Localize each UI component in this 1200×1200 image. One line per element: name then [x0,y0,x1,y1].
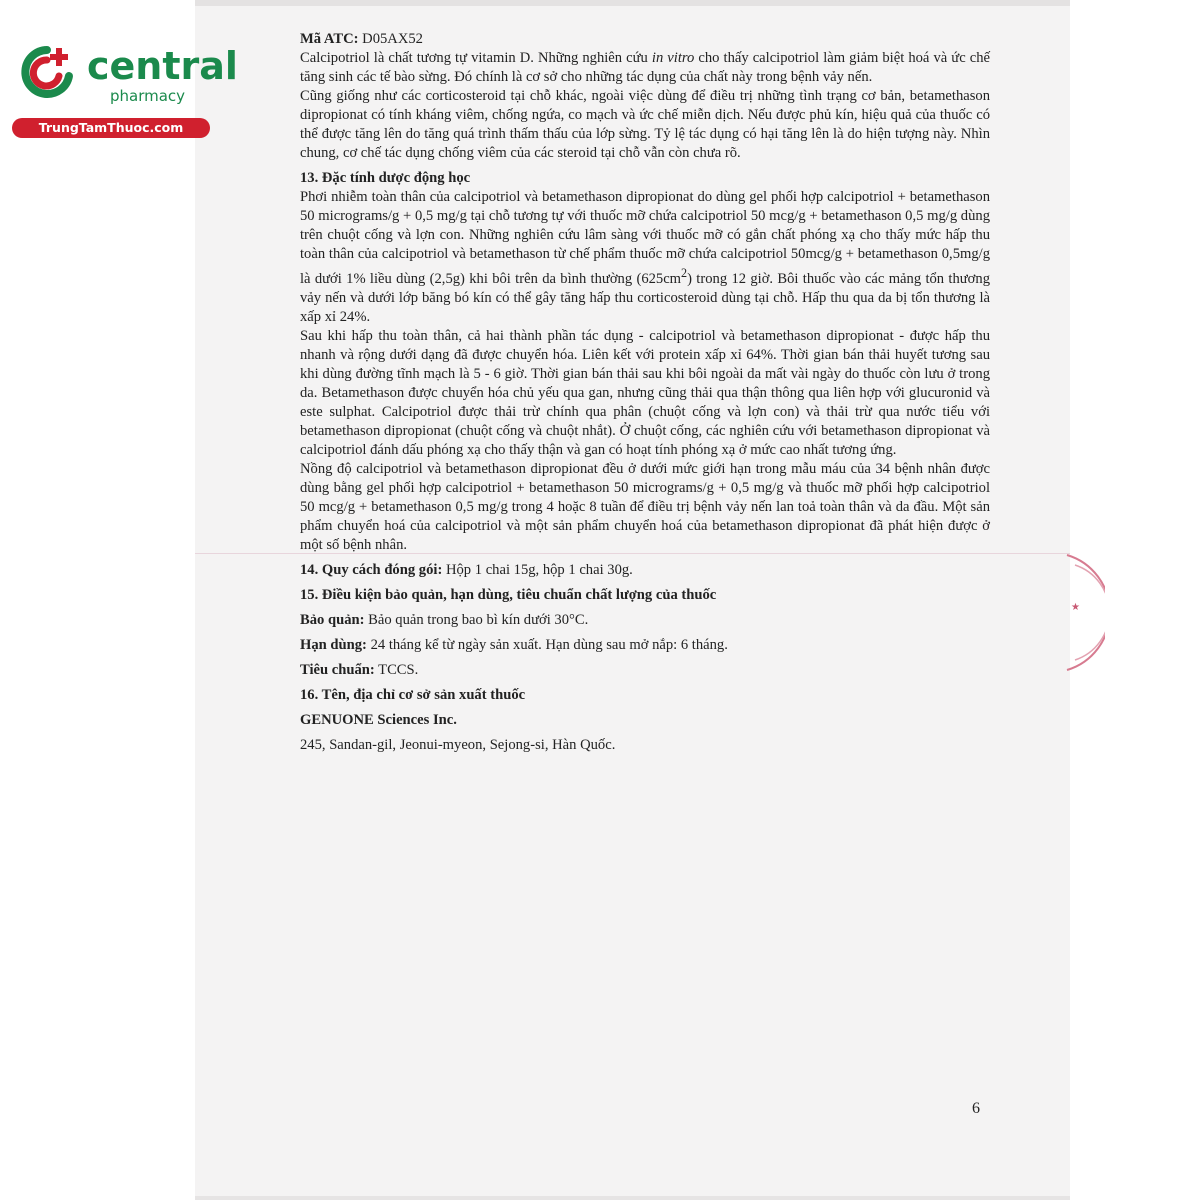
standard-line [300,661,990,680]
standard-text: TCCS. [374,661,419,678]
page-number: 6 [972,1100,980,1117]
section-14-line [300,561,990,580]
expiry-text: 24 tháng kể từ ngày sản xuất. Hạn dùng sau mở nắp: 6 tháng. [366,636,728,653]
p1-text-b: cho thấy calcipotriol làm giảm biệt hoá và ức chế tăng sinh các tế bào sừng. Đó chính là cơ sở cho những tác dụng của chất này trong bệnh vảy nến. [300,50,990,85]
storage-text: Bảo quản trong bao bì kín dưới 30°C. [364,611,589,628]
document-body [300,30,990,755]
section-13-title: 13. Đặc tính dược động học [300,170,471,186]
p1-text-a: Calcipotriol là chất tương tự vitamin D. Những nghiên cứu [300,50,652,66]
p1-emphasis: in vitro [651,50,695,66]
central-pharmacy-logo [12,38,238,138]
atc-line [300,30,990,49]
atc-label: Mã ATC: [300,31,359,47]
section-13-paragraph-3: Nồng độ calcipotriol và betamethason dipropionat đều ở dưới mức giới hạn trong mẫu máu của 34 bệnh nhân được dùng bằng gel phối hợp calcipotriol + betamethason 50 micrograms/g + 0,5 mg/g và thuốc mỡ phối hợp calcipotriol 50 mcg/g + betamethason 0,5 mg/g trong 4 hoặc 8 tuần để điều trị bệnh vảy nến lan toả toàn thân và da đầu. Một sản phẩm chuyển hoá của calcipotriol và một sản phẩm chuyển hoá của betamethason dipropionat đã phát hiện được ở một số bệnh nhân. [300,460,990,553]
scan-edge-top [195,0,1070,6]
partial-stamp-seal [1065,550,1105,675]
pharmacy-cross-icon [12,38,82,108]
section-14-text: Hộp 1 chai 15g, hộp 1 chai 30g. [442,561,633,578]
manufacturer-name: GENUONE Sciences Inc. [300,711,457,728]
section-14-label: 14. Quy cách đóng gói: [300,561,443,578]
expiry-line [300,636,990,655]
expiry-label: Hạn dùng: [300,636,367,653]
atc-code: D05AX52 [362,31,423,47]
section-13-paragraph-1 [300,188,990,327]
section-16-title: 16. Tên, địa chỉ cơ sở sản xuất thuốc [300,686,526,703]
svg-text:★: ★ [1071,602,1080,613]
brand-name: central [87,44,238,88]
paragraph-calcipotriol [300,49,990,87]
scan-edge-bottom [195,1196,1070,1200]
domain-badge: TrungTamThuoc.com [12,118,210,138]
s13-p1-superscript: 2 [681,266,688,280]
manufacturer-address: 245, Sandan-gil, Jeonui-myeon, Sejong-si, Hàn Quốc. [300,736,616,753]
section-13-paragraph-2: Sau khi hấp thu toàn thân, cả hai thành phần tác dụng - calcipotriol và betamethason dipropionat - được hấp thu nhanh và rộng dưới dạng đã được chuyển hóa. Liên kết với protein xấp xỉ 64%. Thời gian bán thải huyết tương sau khi dùng đường tĩnh mạch là 5 - 6 giờ. Thời gian bán thải sau khi bôi ngoài da mất vài ngày do thuốc còn lưu ở trong da. Betamethason được chuyển hóa chủ yếu qua gan, nhưng cũng thải qua thận thông qua liên hợp với glucuronid và este sulphat. Calcipotriol được thải trừ chính qua phân (chuột cống và lợn con) và thải trừ qua nước tiểu với betamethason dipropionat (chuột cống và chuột nhắt). Ở chuột cống, các nghiên cứu với betamethason dipropionat và calcipotriol đánh dấu phóng xạ cho thấy thận và gan có hoạt tính phóng xạ ở mức cao nhất tương ứng. [300,327,990,458]
storage-label: Bảo quản: [300,611,365,628]
standard-label: Tiêu chuẩn: [300,661,375,678]
brand-subtitle: pharmacy [110,87,186,105]
paragraph-corticosteroid: Cũng giống như các corticosteroid tại chỗ khác, ngoài việc dùng để điều trị những tình trạng cơ bản, betamethason dipropionat có tính kháng viêm, chống ngứa, co mạch và ức chế miễn dịch. Nếu được phủ kín, hiệu quả của thuốc có thể được tăng lên do tăng quá trình thấm thấu của lớp sừng. Tỷ lệ tác dụng có hại tăng lên là do hiện tượng này. Nhìn chung, cơ chế tác dụng chống viêm của các steroid tại chỗ vẫn còn chưa rõ. [300,88,990,161]
s13-p1-text-b: ) trong 12 giờ. Bôi thuốc vào các mảng tổn thương vảy nến và dưới lớp băng bó kín có thể gây tăng hấp thu corticosteroid dùng tại chỗ. Hấp thu qua da bị tổn thương là xấp xỉ 24%. [300,270,990,325]
s13-p1-text-a: Phơi nhiễm toàn thân của calcipotriol và betamethason dipropionat do dùng gel phối hợp calcipotriol + betamethason 50 micrograms/g + 0,5 mg/g tại chỗ tương tự với thuốc mỡ chứa calcipotriol 50 mcg/g + betamethason 0,5 mg/g dùng trên chuột cống và lợn con. Những nghiên cứu lâm sàng với thuốc mỡ có gắn chất phóng xạ cho thấy mức hấp thu toàn thân của calcipotriol và betamethason từ chế phẩm thuốc mỡ chứa calcipotriol 50mcg/g + betamethason 0,5mg/g là dưới 1% liều dùng (2,5g) khi bôi trên da bình thường (625cm [300,189,990,287]
section-15-title: 15. Điều kiện bảo quản, hạn dùng, tiêu chuẩn chất lượng của thuốc [300,586,717,603]
storage-line [300,611,990,630]
